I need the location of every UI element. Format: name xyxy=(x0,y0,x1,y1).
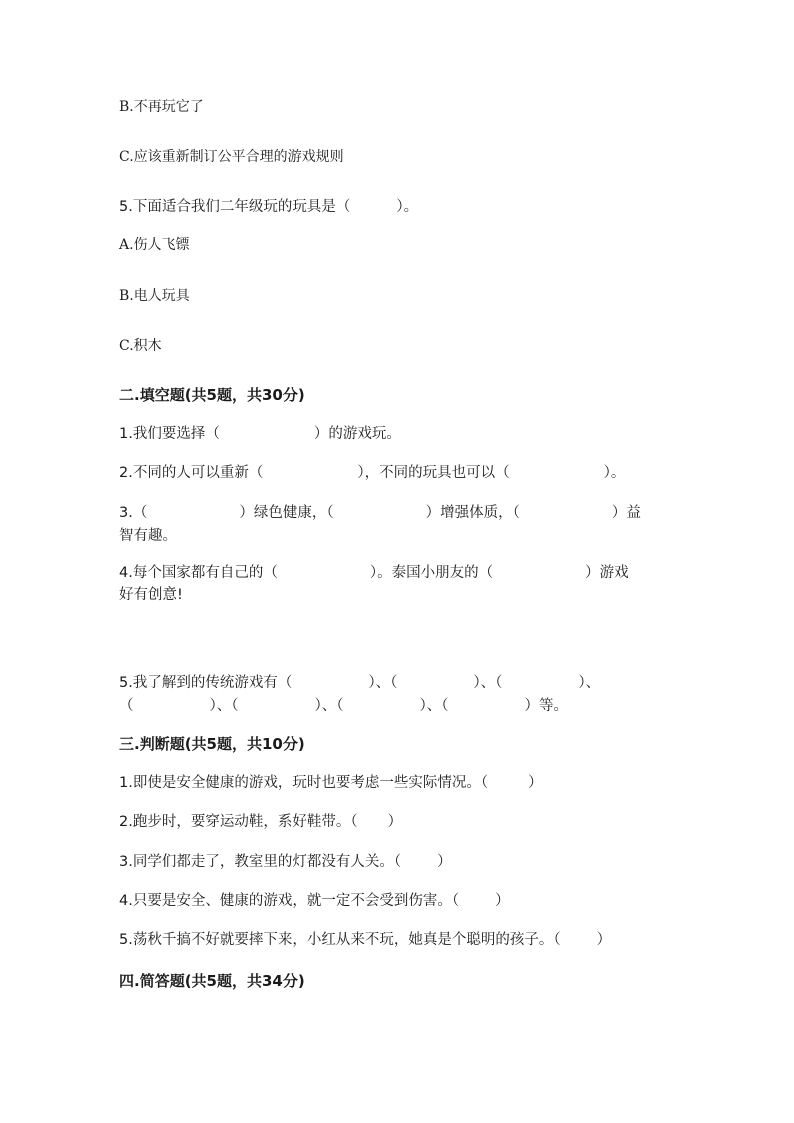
judge-q3-text: 3.同学们都走了，教室里的灯都没有人关。（ xyxy=(119,854,402,870)
judge-q3-close: ） xyxy=(437,854,452,870)
judge-q1-text: 1.即使是安全健康的游戏，玩时也要考虑一些实际情况。（ xyxy=(119,775,489,791)
judge-q2-text: 2.跑步时，要穿运动鞋，系好鞋带。（ xyxy=(119,814,358,830)
q5-option-b: B.电人玩具 xyxy=(119,288,190,304)
fill-q5-sep: ）、（ xyxy=(473,675,503,691)
section-2-title: 二.填空题(共5题，共30分) xyxy=(119,386,305,404)
fill-q5-open: （ xyxy=(119,698,134,714)
fill-q1-pre: 1.我们要选择（ xyxy=(119,426,220,442)
fill-q2 xyxy=(119,463,625,483)
judge-q5 xyxy=(119,930,611,950)
fill-q2-post: ）。 xyxy=(603,465,626,481)
judge-q1-close: ） xyxy=(528,775,543,791)
section-3-title: 三.判断题(共5题，共10分) xyxy=(119,735,305,753)
q5-stem-end: ）。 xyxy=(396,199,419,215)
fill-q2-mid: ），不同的玩具也可以（ xyxy=(357,465,510,481)
fill-q5-sep: ）、（ xyxy=(314,698,344,714)
fill-q4 xyxy=(119,563,629,583)
judge-q1 xyxy=(119,773,543,793)
fill-q3 xyxy=(119,503,641,523)
fill-q4-post: ）游戏 xyxy=(585,565,629,581)
judge-q2 xyxy=(119,812,402,832)
fill-q5-sep: ）、（ xyxy=(419,698,449,714)
fill-q2-pre: 2.不同的人可以重新（ xyxy=(119,465,264,481)
q5-option-c: C.积木 xyxy=(119,338,162,354)
judge-q3 xyxy=(119,852,452,872)
fill-q1 xyxy=(119,424,401,444)
section-4-title: 四.简答题(共5题，共34分) xyxy=(119,972,305,990)
fill-q3-mid1: ）绿色健康，（ xyxy=(239,505,334,521)
judge-q2-close: ） xyxy=(387,814,403,830)
fill-q3-pre: 3.（ xyxy=(119,505,148,521)
fill-q5-sep: ）、 xyxy=(578,675,601,691)
judge-q5-text: 5.荡秋千搞不好就要摔下来，小红从来不玩，她真是个聪明的孩子。（ xyxy=(119,932,561,948)
fill-q5-sep: ）、（ xyxy=(209,698,239,714)
fill-q3-mid2: ）增强体质，（ xyxy=(425,505,520,521)
fill-q4-line2: 好有创意! xyxy=(119,587,183,603)
fill-q4-mid: ）。泰国小朋友的（ xyxy=(369,565,494,581)
judge-q4 xyxy=(119,891,510,911)
judge-q5-close: ） xyxy=(596,932,612,948)
q5-option-a: A.伤人飞镖 xyxy=(119,237,190,253)
fill-q1-post: ）的游戏玩。 xyxy=(313,426,401,442)
judge-q4-text: 4.只要是安全、健康的游戏，就一定不会受到伤害。（ xyxy=(119,893,460,909)
fill-q4-pre: 4.每个国家都有自己的（ xyxy=(119,565,278,581)
fill-q5-pre: 5.我了解到的传统游戏有（ xyxy=(119,675,293,691)
q5-stem xyxy=(119,197,418,217)
fill-q5-line2 xyxy=(119,696,568,716)
fill-q5-line1 xyxy=(119,673,600,693)
q4-option-b: B.不再玩它了 xyxy=(119,99,204,115)
fill-q3-line2: 智有趣。 xyxy=(119,528,177,544)
fill-q3-post: ）益 xyxy=(611,505,641,521)
fill-q5-end: ）等。 xyxy=(524,698,568,714)
q5-stem-text: 5.下面适合我们二年级玩的玩具是（ xyxy=(119,199,351,215)
judge-q4-close: ） xyxy=(495,893,510,909)
fill-q5-sep: ）、（ xyxy=(368,675,398,691)
q4-option-c: C.应该重新制订公平合理的游戏规则 xyxy=(119,149,344,165)
